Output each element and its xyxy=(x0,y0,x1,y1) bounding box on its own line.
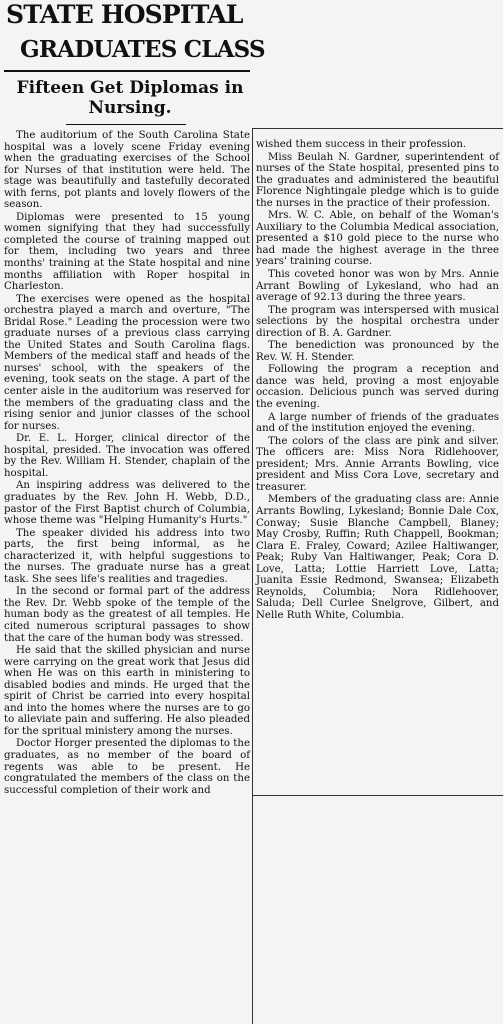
paragraph: Doctor Horger presented the diplomas to the graduates, as no member of the board of regents was able to be present. He congratulated the members of the class on the successful completion of their work and xyxy=(4,738,250,796)
paragraph-continuation: wished them success in their profession. xyxy=(256,139,467,150)
deck-headline: Fifteen Get Diplomas in Nursing. xyxy=(16,78,244,118)
paragraph: The exercises were opened as the hospital orchestra played a march and overture, "The Bridal Rose." Leading the procession were two graduate nurses of a previous class carrying the United States and South Carolina flags. Members of the medical staff and heads of the nurses' school, with the speakers of the evening, took seats on the stage. A part of the center aisle in the auditorium was reserved for the members of the graduating class and the rising senior and junior classes of the school for nurses. xyxy=(4,293,250,432)
headline-line-2: GRADUATES CLASS xyxy=(20,36,265,63)
left-column xyxy=(4,130,250,797)
paragraph: The speaker divided his address into two parts, the first being informal, as he characterized it, with helpful suggestions to the nurses. The graduate nurse has a great task. She sees life's realities and tragedies. xyxy=(4,527,250,585)
paragraph: The auditorium of the South Carolina State hospital was a lovely scene Friday evening when the graduating exercises of the School for Nurses of that institution were held. The stage was beautifully and tastefully decorated with ferns, pot plants and lovely flowers of the season. xyxy=(4,130,250,211)
paragraph: The colors of the class are pink and silver. The officers are: Miss Nora Ridlehoover, president; Mrs. Annie Arrants Bowling, vice president and Miss Cora Love, secretary and treasurer. xyxy=(256,435,499,493)
paragraph: He said that the skilled physician and nurse were carrying on the great work that Jesus did when He was on this earth in ministering to disabled bodies and minds. He urged that the spirit of Christ be carried into every hospital and into the homes where the nurses are to go to alleviate pain and suffering. He also pleaded for the spritual ministery among the nurses. xyxy=(4,645,250,737)
headline-line-1: STATE HOSPITAL xyxy=(6,0,243,29)
right-column xyxy=(256,139,499,622)
headline-rule xyxy=(4,70,250,72)
column-divider xyxy=(252,128,253,1024)
paragraph: In the second or formal part of the address the Rev. Dr. Webb spoke of the temple of the human body as the greatest of all temples. He cited numerous scriptural passages to show that the care of the human body was stressed. xyxy=(4,586,250,644)
paragraph: The program was interspersed with musical selections by the hospital orchestra under direction of B. A. Gardner. xyxy=(256,304,499,339)
paragraph: An inspiring address was delivered to the graduates by the Rev. John H. Webb, D.D., pastor of the First Baptist church of Columbia, whose theme was "Helping Humanity's Hurts." xyxy=(4,480,250,527)
deck-rule xyxy=(66,124,186,125)
right-column-top-rule xyxy=(252,128,503,129)
paragraph: This coveted honor was won by Mrs. Annie Arrant Bowling of Lykesland, who had an average of 92.13 during the three years. xyxy=(256,269,499,304)
paragraph: Mrs. W. C. Able, on behalf of the Woman's Auxiliary to the Columbia Medical association, presented a $10 gold piece to the nurse who had made the highest average in the three years' training course. xyxy=(256,210,499,268)
paragraph: Members of the graduating class are: Annie Arrants Bowling, Lykesland; Bonnie Dale Cox, Conway; Susie Blanche Campbell, Blaney; May Crosby, Ruffin; Ruth Chappell, Bookman; Clara E. Fraley, Coward; Azilee Haltiwanger, Peak; Ruby Van Haltiwanger, Peak; Cora D. Love, Latta; Lottie Harriett Love, Latta; Juanita Essie Redmond, Swansea; Elizabeth Reynolds, Columbia; Nora Ridlehoover, Saluda; Dell Curlee Snelgrove, Gilbert, and Nelle Ruth White, Columbia. xyxy=(256,494,499,621)
paragraph: Miss Beulah N. Gardner, superintendent of nurses of the State hospital, presented pins to the graduates and administered the beautiful Florence Nightingale pledge which is to guide the nurses in the practice of their profession. xyxy=(256,151,499,209)
paragraph: The benediction was pronounced by the Rev. W. H. Stender. xyxy=(256,340,499,363)
paragraph: Dr. E. L. Horger, clinical director of the hospital, presided. The invocation was offered by the Rev. William H. Stender, chaplain of the hospital. xyxy=(4,433,250,479)
paragraph: Diplomas were presented to 15 young women signifying that they had successfully completed the course of training mapped out for them, including two years and three months' training at the State hospital and nine months affiliation with Roper hospital in Charleston. xyxy=(4,211,250,293)
paragraph: A large number of friends of the graduates and of the institution enjoyed the evening. xyxy=(256,411,499,435)
paragraph: Following the program a reception and dance was held, proving a most enjoyable occasion. Delicious punch was served during the evening. xyxy=(256,364,499,411)
right-column-bottom-rule xyxy=(252,795,503,796)
